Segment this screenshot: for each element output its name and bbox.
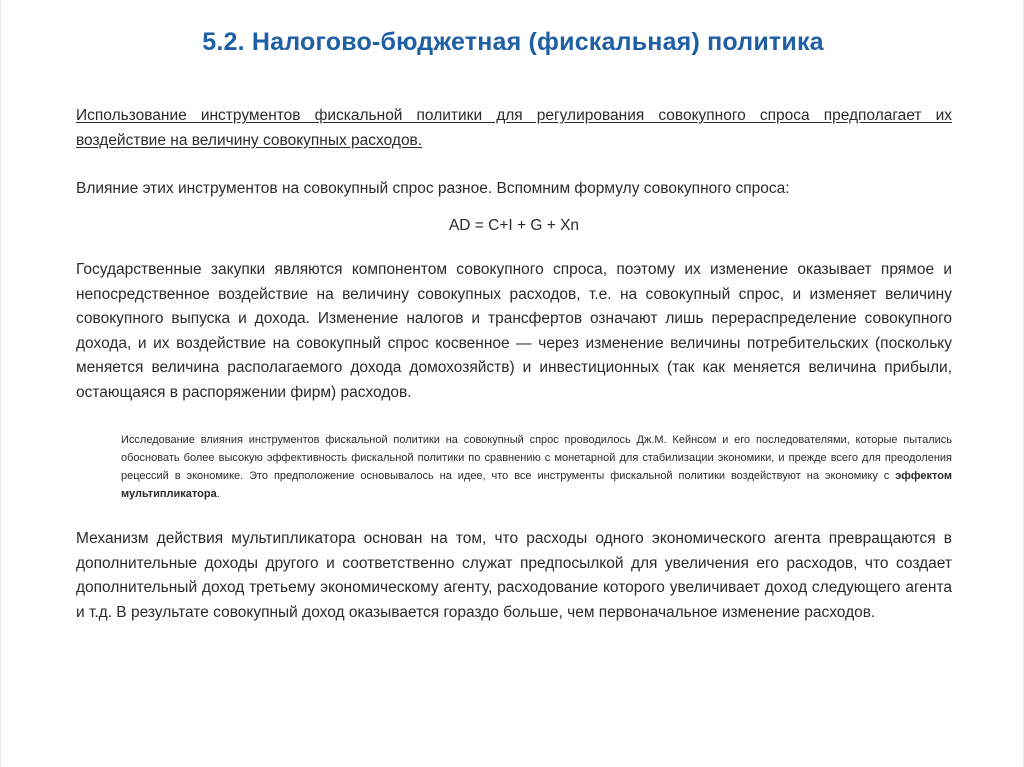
government-purchases-paragraph: Государственные закупки являются компонентом совокупного спроса, поэтому их изменение оказывает прямое и непосредственное воздействие на величину совокупных расходов, т.е. на совокупный спрос, и изменяет величину совокупного выпуска и дохода. Изменение налогов и трансфертов означают лишь перераспределение совокупного дохода, и их воздействие на совокупный спрос косвенное — через изменение величины потребительских (поскольку меняется величина располагаемого дохода домохозяйств) и инвестиционных (так как меняется величина прибыли, остающаяся в распоряжении фирм) расходов. [76, 261, 952, 401]
influence-paragraph: Влияние этих инструментов на совокупный спрос разное. Вспомним формулу совокупного спроса: [76, 180, 790, 197]
intro-paragraph: Использование инструментов фискальной политики для регулирования совокупного спроса предполагает их воздействие на величину совокупных расходов. [76, 107, 952, 149]
multiplier-paragraph: Механизм действия мультипликатора основан на том, что расходы одного экономического агента превращаются в дополнительные доходы другого и соответственно служат предпосылкой для увеличения его расходов, что создает дополнительный доход третьему экономическому агенту, расходование которого увеличивает доход следующего агента и т.д. В результате совокупный доход оказывается гораздо больше, чем первоначальное изменение расходов. [76, 530, 952, 621]
keynes-note-text: Исследование влияния инструментов фискальной политики на совокупный спрос проводилось Дж.М. Кейнсом и его последователями, которые пытались обосновать более высокую эффективность фискальной политики по сравнению с монетарной для стабилизации экономики, и прежде всего для преодоления рецессий в экономике. Это предположение основывалось на идее, что все инструменты фискальной политики воздействуют на экономику с [121, 434, 952, 482]
slide-content [76, 104, 952, 625]
slide-title: 5.2. Налогово-бюджетная (фискальная) политика [202, 28, 824, 56]
multiplier-effect-term: эффектом мультипликатора [121, 470, 952, 500]
keynes-note [121, 431, 952, 503]
aggregate-demand-formula: AD = C+I + G + Xn [448, 216, 580, 234]
keynes-note-end: . [216, 488, 220, 500]
